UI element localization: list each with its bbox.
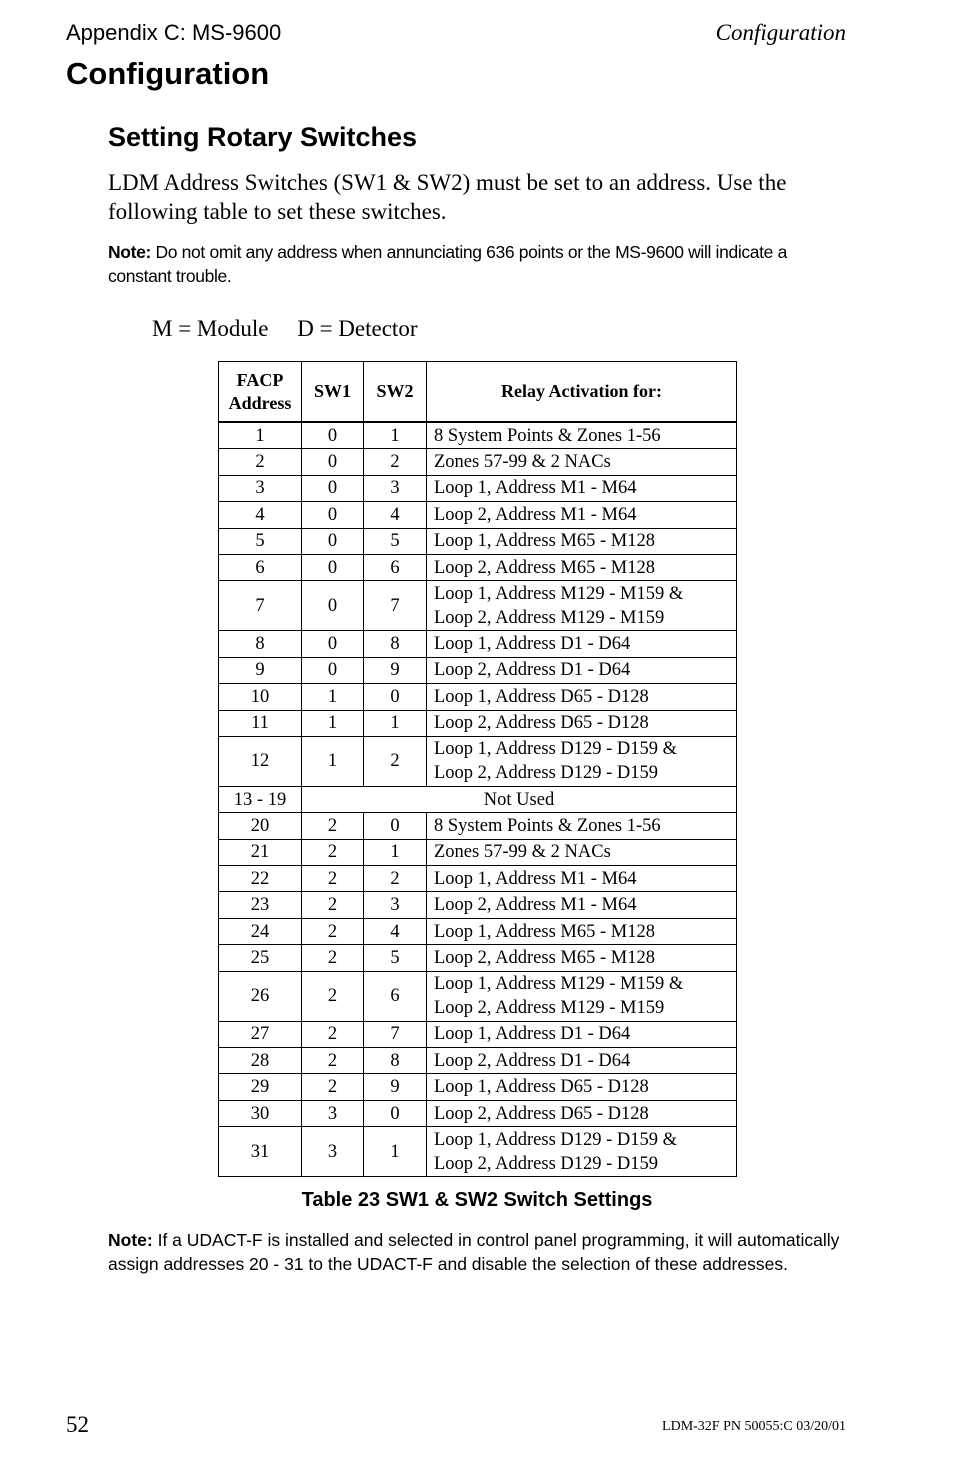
note-omit-address bbox=[108, 240, 848, 288]
cell-sw2: 0 bbox=[364, 684, 427, 710]
table-row bbox=[219, 813, 737, 839]
relay-activation-line: Loop 2, Address M65 - M128 bbox=[434, 947, 655, 968]
relay-activation-line: Loop 1, Address D65 - D128 bbox=[434, 686, 649, 707]
relay-activation-line: Loop 2, Address D1 - D64 bbox=[434, 1050, 631, 1071]
chapter-title: Configuration bbox=[66, 56, 270, 91]
relay-activation-line: Loop 2, Address M65 - M128 bbox=[434, 557, 655, 578]
relay-activation-line: 8 System Points & Zones 1-56 bbox=[434, 425, 661, 446]
cell-facp-address: 29 bbox=[219, 1074, 302, 1100]
table-row bbox=[219, 1074, 737, 1100]
cell-relay-activation bbox=[427, 945, 737, 971]
cell-sw2: 5 bbox=[364, 945, 427, 971]
cell-facp-address: 6 bbox=[219, 554, 302, 580]
cell-relay-activation bbox=[427, 502, 737, 528]
relay-activation-line: 8 System Points & Zones 1-56 bbox=[434, 815, 661, 836]
cell-facp-address: 27 bbox=[219, 1021, 302, 1047]
cell-sw2: 0 bbox=[364, 813, 427, 839]
table-row bbox=[219, 1021, 737, 1047]
cell-sw2: 5 bbox=[364, 528, 427, 554]
relay-activation-line: Loop 2, Address M129 - M159 bbox=[434, 607, 665, 628]
cell-relay-activation bbox=[427, 866, 737, 892]
relay-activation-line: Loop 2, Address M1 - M64 bbox=[434, 895, 637, 916]
cell-sw1: 2 bbox=[302, 1074, 364, 1100]
cell-relay-activation bbox=[427, 657, 737, 683]
cell-relay-activation bbox=[427, 1100, 737, 1126]
running-header-right: Configuration bbox=[715, 20, 846, 45]
cell-sw1: 0 bbox=[302, 449, 364, 475]
relay-activation-line: Loop 1, Address D129 - D159 & bbox=[434, 1129, 678, 1150]
table-row bbox=[219, 1127, 737, 1177]
table-row bbox=[219, 502, 737, 528]
cell-sw2: 2 bbox=[364, 736, 427, 786]
cell-sw2: 7 bbox=[364, 581, 427, 631]
table-row bbox=[219, 581, 737, 631]
relay-activation-line: Loop 1, Address D1 - D64 bbox=[434, 634, 631, 655]
cell-sw1: 2 bbox=[302, 945, 364, 971]
table-row bbox=[219, 631, 737, 657]
relay-activation-line: Loop 1, Address M1 - M64 bbox=[434, 478, 637, 499]
relay-activation-line: Loop 1, Address M65 - M128 bbox=[434, 531, 655, 552]
table-caption: Table 23 SW1 & SW2 Switch Settings bbox=[301, 1189, 653, 1211]
relay-activation-line: Loop 2, Address D65 - D128 bbox=[434, 713, 649, 734]
cell-sw1: 2 bbox=[302, 1048, 364, 1074]
cell-relay-activation bbox=[427, 971, 737, 1021]
cell-sw2: 3 bbox=[364, 475, 427, 501]
cell-sw2: 2 bbox=[364, 449, 427, 475]
cell-sw2: 1 bbox=[364, 1127, 427, 1177]
cell-sw1: 1 bbox=[302, 736, 364, 786]
cell-facp-address: 25 bbox=[219, 945, 302, 971]
cell-facp-address: 24 bbox=[219, 918, 302, 944]
cell-relay-activation bbox=[427, 839, 737, 865]
cell-sw1: 2 bbox=[302, 1021, 364, 1047]
table-row bbox=[219, 554, 737, 580]
cell-not-used: Not Used bbox=[302, 786, 737, 812]
note-text: If a UDACT-F is installed and selected in control panel programming, it will automatically assign addresses 20 - 31 to the UDACT-F and disable the selection of these addresses. bbox=[108, 1230, 840, 1274]
table-row bbox=[219, 1048, 737, 1074]
relay-activation-line: Loop 2, Address D1 - D64 bbox=[434, 660, 631, 681]
cell-sw1: 0 bbox=[302, 581, 364, 631]
cell-relay-activation bbox=[427, 1021, 737, 1047]
cell-facp-address: 28 bbox=[219, 1048, 302, 1074]
cell-sw1: 2 bbox=[302, 866, 364, 892]
table-row bbox=[219, 657, 737, 683]
relay-activation-line: Zones 57-99 & 2 NACs bbox=[434, 842, 611, 863]
relay-activation-line: Loop 1, Address M129 - M159 & bbox=[434, 583, 684, 604]
cell-facp-address: 3 bbox=[219, 475, 302, 501]
relay-activation-line: Loop 2, Address D129 - D159 bbox=[434, 1153, 659, 1174]
cell-sw2: 4 bbox=[364, 918, 427, 944]
table-row bbox=[219, 528, 737, 554]
relay-activation-line: Loop 1, Address D65 - D128 bbox=[434, 1077, 649, 1098]
cell-relay-activation bbox=[427, 813, 737, 839]
header-sw1: SW1 bbox=[302, 362, 364, 423]
relay-activation-line: Loop 1, Address M129 - M159 & bbox=[434, 974, 684, 995]
cell-sw2: 8 bbox=[364, 631, 427, 657]
cell-facp-address: 22 bbox=[219, 866, 302, 892]
relay-activation-line: Zones 57-99 & 2 NACs bbox=[434, 452, 611, 473]
cell-sw2: 4 bbox=[364, 502, 427, 528]
cell-sw2: 1 bbox=[364, 422, 427, 449]
relay-activation-line: Loop 2, Address M129 - M159 bbox=[434, 998, 665, 1019]
relay-activation-line: Loop 2, Address D65 - D128 bbox=[434, 1103, 649, 1124]
cell-sw1: 0 bbox=[302, 528, 364, 554]
cell-relay-activation bbox=[427, 449, 737, 475]
cell-sw2: 8 bbox=[364, 1048, 427, 1074]
cell-relay-activation bbox=[427, 1048, 737, 1074]
note-label: Note: bbox=[108, 1230, 153, 1250]
cell-facp-address: 9 bbox=[219, 657, 302, 683]
cell-facp-address: 11 bbox=[219, 710, 302, 736]
cell-facp-address: 21 bbox=[219, 839, 302, 865]
cell-relay-activation bbox=[427, 918, 737, 944]
cell-sw2: 1 bbox=[364, 710, 427, 736]
cell-sw2: 6 bbox=[364, 554, 427, 580]
page-number: 52 bbox=[66, 1412, 89, 1437]
cell-sw2: 2 bbox=[364, 866, 427, 892]
table-row bbox=[219, 971, 737, 1021]
cell-sw1: 0 bbox=[302, 554, 364, 580]
cell-facp-address: 12 bbox=[219, 736, 302, 786]
table-row bbox=[219, 684, 737, 710]
cell-sw1: 3 bbox=[302, 1100, 364, 1126]
cell-sw1: 2 bbox=[302, 813, 364, 839]
cell-sw2: 9 bbox=[364, 657, 427, 683]
cell-sw2: 7 bbox=[364, 1021, 427, 1047]
intro-paragraph: LDM Address Switches (SW1 & SW2) must be set to an address. Use the following table to set these switches. bbox=[108, 170, 787, 224]
cell-relay-activation bbox=[427, 1127, 737, 1177]
table-row bbox=[219, 945, 737, 971]
cell-facp-address: 13 - 19 bbox=[219, 786, 302, 812]
relay-activation-line: Loop 2, Address M1 - M64 bbox=[434, 504, 637, 525]
table-row bbox=[219, 786, 737, 812]
cell-sw1: 0 bbox=[302, 422, 364, 449]
cell-sw1: 0 bbox=[302, 475, 364, 501]
switch-settings-table bbox=[218, 361, 737, 1177]
cell-sw1: 2 bbox=[302, 918, 364, 944]
cell-relay-activation bbox=[427, 1074, 737, 1100]
table-row bbox=[219, 736, 737, 786]
table-row bbox=[219, 918, 737, 944]
cell-facp-address: 31 bbox=[219, 1127, 302, 1177]
table-row bbox=[219, 839, 737, 865]
cell-facp-address: 20 bbox=[219, 813, 302, 839]
cell-sw2: 6 bbox=[364, 971, 427, 1021]
cell-facp-address: 1 bbox=[219, 422, 302, 449]
table-row bbox=[219, 866, 737, 892]
note-udact bbox=[108, 1228, 848, 1276]
cell-sw1: 2 bbox=[302, 892, 364, 918]
cell-sw1: 2 bbox=[302, 971, 364, 1021]
table-row bbox=[219, 422, 737, 449]
cell-sw1: 0 bbox=[302, 502, 364, 528]
abbreviation-legend: M = Module D = Detector bbox=[152, 316, 418, 341]
cell-sw1: 0 bbox=[302, 657, 364, 683]
cell-relay-activation bbox=[427, 528, 737, 554]
note-label: Note: bbox=[108, 242, 151, 262]
relay-activation-line: Loop 1, Address M1 - M64 bbox=[434, 868, 637, 889]
cell-facp-address: 23 bbox=[219, 892, 302, 918]
cell-relay-activation bbox=[427, 554, 737, 580]
cell-relay-activation bbox=[427, 581, 737, 631]
header-sw2: SW2 bbox=[364, 362, 427, 423]
cell-facp-address: 8 bbox=[219, 631, 302, 657]
cell-facp-address: 4 bbox=[219, 502, 302, 528]
cell-relay-activation bbox=[427, 892, 737, 918]
cell-facp-address: 30 bbox=[219, 1100, 302, 1126]
cell-sw1: 2 bbox=[302, 839, 364, 865]
cell-relay-activation bbox=[427, 422, 737, 449]
cell-facp-address: 26 bbox=[219, 971, 302, 1021]
relay-activation-line: Loop 2, Address D129 - D159 bbox=[434, 763, 659, 784]
cell-sw2: 0 bbox=[364, 1100, 427, 1126]
document-id: LDM-32F PN 50055:C 03/20/01 bbox=[662, 1419, 846, 1434]
header-relay-activation: Relay Activation for: bbox=[427, 362, 737, 423]
table-row bbox=[219, 1100, 737, 1126]
cell-relay-activation bbox=[427, 736, 737, 786]
table-row bbox=[219, 892, 737, 918]
table-header-row bbox=[219, 362, 737, 423]
cell-sw1: 1 bbox=[302, 710, 364, 736]
cell-sw2: 9 bbox=[364, 1074, 427, 1100]
table-row bbox=[219, 475, 737, 501]
running-header-left: Appendix C: MS-9600 bbox=[66, 20, 282, 45]
cell-facp-address: 2 bbox=[219, 449, 302, 475]
cell-facp-address: 10 bbox=[219, 684, 302, 710]
cell-sw2: 1 bbox=[364, 839, 427, 865]
section-title: Setting Rotary Switches bbox=[108, 122, 418, 152]
cell-sw1: 0 bbox=[302, 631, 364, 657]
cell-relay-activation bbox=[427, 684, 737, 710]
cell-facp-address: 5 bbox=[219, 528, 302, 554]
cell-relay-activation bbox=[427, 710, 737, 736]
table-row bbox=[219, 449, 737, 475]
table-body bbox=[219, 422, 737, 1177]
relay-activation-line: Loop 1, Address D1 - D64 bbox=[434, 1024, 631, 1045]
relay-activation-line: Loop 1, Address D129 - D159 & bbox=[434, 739, 678, 760]
relay-activation-line: Loop 1, Address M65 - M128 bbox=[434, 921, 655, 942]
cell-sw1: 3 bbox=[302, 1127, 364, 1177]
note-text: Do not omit any address when annunciating 636 points or the MS-9600 will indicate a constant trouble. bbox=[108, 242, 787, 286]
cell-relay-activation bbox=[427, 475, 737, 501]
table-row bbox=[219, 710, 737, 736]
cell-sw2: 3 bbox=[364, 892, 427, 918]
cell-relay-activation bbox=[427, 631, 737, 657]
cell-facp-address: 7 bbox=[219, 581, 302, 631]
cell-sw1: 1 bbox=[302, 684, 364, 710]
header-facp-address: FACP Address bbox=[219, 362, 302, 423]
